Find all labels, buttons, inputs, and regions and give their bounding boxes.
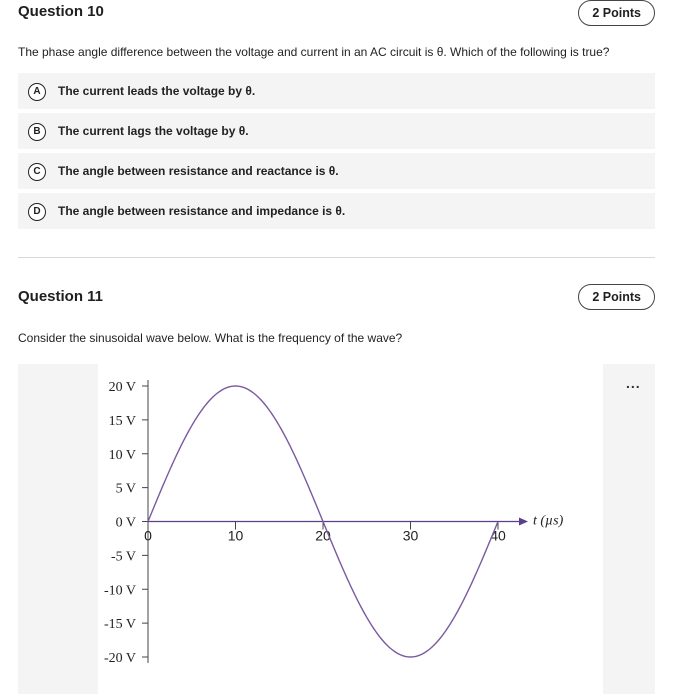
- option-c-text: The angle between resistance and reactance is θ.: [58, 164, 339, 178]
- option-c[interactable]: [18, 153, 655, 189]
- y-tick-label: 20 V: [108, 380, 136, 395]
- figure-image-area: [98, 364, 603, 694]
- option-d[interactable]: [18, 193, 655, 229]
- question-11-points-badge: 2 Points: [578, 284, 655, 310]
- option-a[interactable]: [18, 73, 655, 109]
- question-11-prompt: Consider the sinusoidal wave below. What is the frequency of the wave?: [18, 331, 403, 345]
- question-11-title: Question 11: [18, 288, 104, 305]
- y-tick-label: 5 V: [115, 481, 136, 497]
- x-tick-label: 30: [402, 527, 419, 544]
- option-b-letter: B: [28, 123, 46, 141]
- x-axis-label: t (µs): [533, 513, 564, 529]
- option-d-letter: D: [28, 203, 46, 221]
- option-c-letter: C: [28, 163, 46, 181]
- x-tick-label: 0: [144, 527, 152, 544]
- figure-panel: [18, 364, 655, 694]
- more-options-icon[interactable]: ...: [626, 375, 641, 391]
- x-tick-label: 10: [227, 527, 244, 544]
- question-10-points-badge: 2 Points: [578, 0, 655, 26]
- question-divider: [18, 257, 655, 258]
- question-10-title: Question 10: [18, 3, 104, 20]
- y-tick-label: 10 V: [108, 447, 136, 463]
- y-tick-label: -5 V: [110, 549, 136, 565]
- x-tick-label: 20: [315, 527, 331, 544]
- y-tick-label: 15 V: [108, 413, 136, 429]
- y-tick-label: -20 V: [103, 651, 136, 666]
- option-a-letter: A: [28, 83, 46, 101]
- y-tick-label: 0 V: [115, 515, 136, 531]
- option-d-text: The angle between resistance and impedance is θ.: [58, 204, 346, 218]
- option-b[interactable]: [18, 113, 655, 149]
- option-a-text: The current leads the voltage by θ.: [58, 84, 256, 98]
- question-10-prompt: The phase angle difference between the voltage and current in an AC circuit is θ. Which of the following is true?: [18, 45, 610, 59]
- y-tick-label: -15 V: [103, 617, 136, 633]
- option-b-text: The current lags the voltage by θ.: [58, 124, 249, 138]
- y-tick-label: -10 V: [103, 583, 136, 599]
- x-tick-label: 40: [490, 527, 506, 544]
